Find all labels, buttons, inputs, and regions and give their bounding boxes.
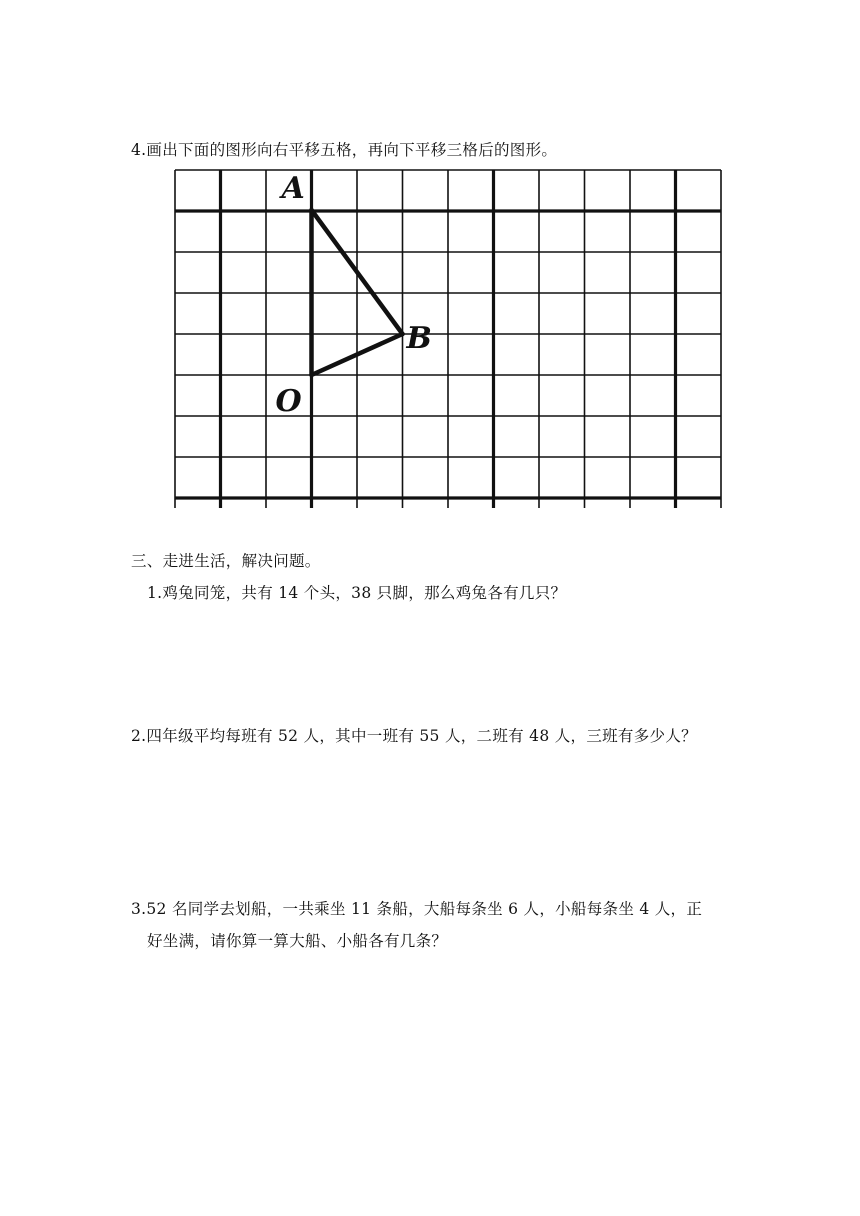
problem-1-text: 1.鸡兔同笼，共有 14 个头，38 只脚，那么鸡兔各有几只？ [147, 584, 567, 602]
triangle-grid-diagram [160, 160, 740, 540]
point-label-b: B [406, 321, 432, 356]
grid-figure [160, 160, 740, 540]
point-labels [276, 171, 432, 419]
section-3-title: 三、走进生活，解决问题。 [131, 552, 321, 570]
point-label-a: A [281, 171, 305, 206]
grid-lines [175, 170, 721, 508]
problem-3-text-line-1: 3.52 名同学去划船，一共乘坐 11 条船，大船每条坐 6 人，小船每条坐 4 人，正 [131, 900, 703, 918]
point-label-o: O [275, 384, 302, 419]
question-4-title: 4.画出下面的图形向右平移五格，再向下平移三格后的图形。 [131, 141, 558, 159]
problem-2-text: 2.四年级平均每班有 52 人，其中一班有 55 人，二班有 48 人，三班有多少人？ [131, 727, 697, 745]
problem-3-text-line-2: 好坐满，请你算一算大船、小船各有几条？ [147, 932, 448, 950]
